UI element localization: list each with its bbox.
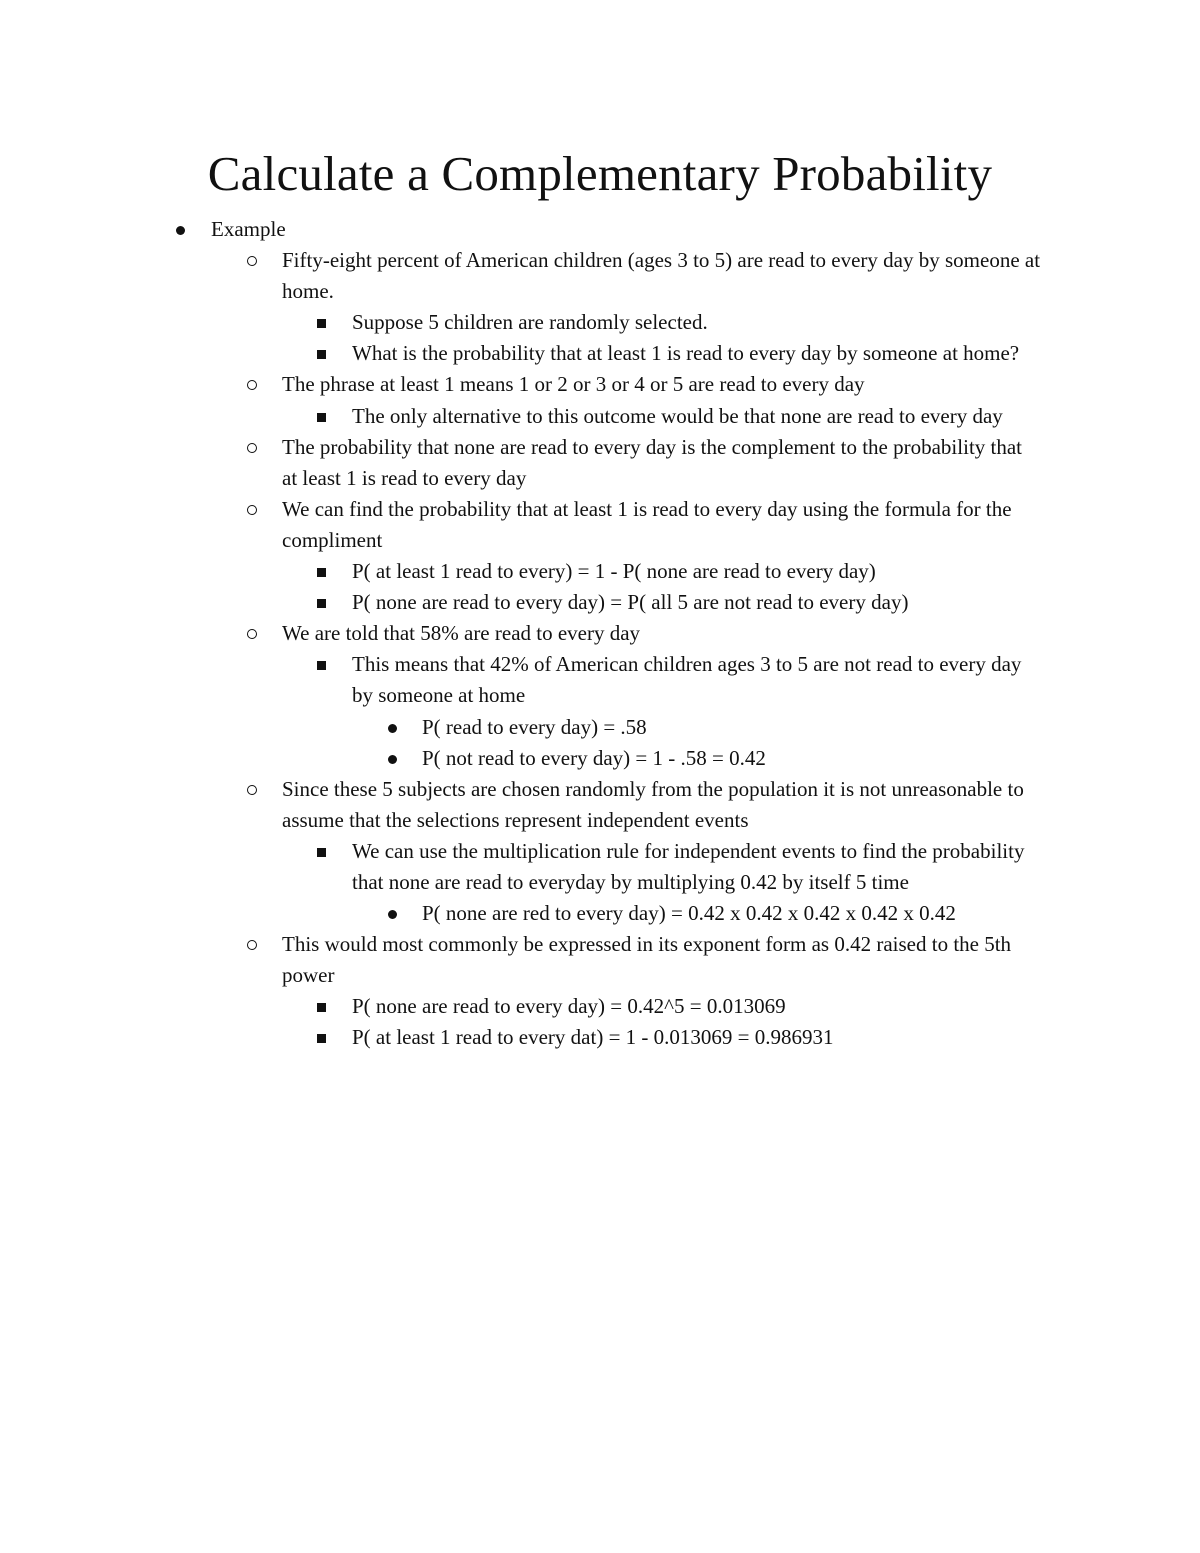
list-item-text: P( none are red to every day) = 0.42 x 0.42 x 0.42 x 0.42 x 0.42 <box>422 901 956 926</box>
bullet-square-icon <box>317 599 326 608</box>
list-item-text: Since these 5 subjects are chosen randomly from the population it is not unreasonable to assume that the selections represent independent events <box>282 776 1024 832</box>
list-item-text: The phrase at least 1 means 1 or 2 or 3 or 4 or 5 are read to every day <box>282 372 865 397</box>
list-item-text: P( none are read to every day) = 0.42^5 = 0.013069 <box>352 994 786 1019</box>
list-item <box>0 836 1047 898</box>
list-item <box>0 214 1041 245</box>
bullet-circle-icon <box>247 629 257 639</box>
bullet-disc-icon <box>388 724 397 733</box>
bullet-circle-icon <box>247 505 257 515</box>
bullet-square-icon <box>317 319 326 328</box>
list-item <box>0 307 1047 338</box>
list-item <box>0 1022 1047 1053</box>
bullet-square-icon <box>317 350 326 359</box>
bullet-disc-icon <box>388 910 397 919</box>
list-item-text: We can find the probability that at least 1 is read to every day using the formula for the compliment <box>282 496 1012 552</box>
bullet-circle-icon <box>247 256 257 266</box>
list-item-text: P( at least 1 read to every) = 1 - P( none are read to every day) <box>352 559 876 584</box>
list-item-text: P( none are read to every day) = P( all 5 are not read to every day) <box>352 590 909 615</box>
list-item-text: This means that 42% of American children ages 3 to 5 are not read to every day by someone at home <box>352 652 1022 708</box>
bullet-square-icon <box>317 568 326 577</box>
list-item <box>0 401 1047 432</box>
bullet-circle-icon <box>247 443 257 453</box>
bullet-disc-icon <box>176 226 185 235</box>
list-item <box>0 587 1047 618</box>
list-item-text: Suppose 5 children are randomly selected. <box>352 310 708 335</box>
list-item <box>0 494 1042 556</box>
list-item-text: We can use the multiplication rule for independent events to find the probability that none are read to everyday by multiplying 0.42 by itself 5 time <box>352 838 1025 894</box>
bullet-circle-icon <box>247 380 257 390</box>
list-item <box>0 245 1042 307</box>
list-item-text: Fifty-eight percent of American children (ages 3 to 5) are read to every day by someone at home. <box>282 248 1041 304</box>
list-item-text: The probability that none are read to every day is the complement to the probability that at least 1 is read to every day <box>282 434 1023 490</box>
list-item-text: This would most commonly be expressed in its exponent form as 0.42 raised to the 5th power <box>282 932 1012 988</box>
bullet-circle-icon <box>247 940 257 950</box>
bullet-square-icon <box>317 413 326 422</box>
list-item <box>0 991 1047 1022</box>
list-item-text: Example <box>211 217 286 241</box>
bullet-square-icon <box>317 1003 326 1012</box>
bullet-square-icon <box>317 848 326 857</box>
list-item <box>0 929 1042 991</box>
list-item-text: P( at least 1 read to every dat) = 1 - 0.013069 = 0.986931 <box>352 1025 834 1050</box>
list-item-text: What is the probability that at least 1 is read to every day by someone at home? <box>352 341 1020 366</box>
list-item <box>0 369 1042 400</box>
list-item <box>0 432 1042 494</box>
list-item-text: We are told that 58% are read to every day <box>282 621 641 646</box>
page-title: Calculate a Complementary Probability <box>207 146 993 201</box>
list-item <box>0 743 1047 774</box>
list-item <box>0 649 1047 711</box>
list-item <box>0 338 1047 369</box>
list-item <box>0 774 1042 836</box>
list-item <box>0 556 1047 587</box>
list-item-text: P( read to every day) = .58 <box>422 714 647 739</box>
list-item-text: The only alternative to this outcome would be that none are read to every day <box>352 403 1003 428</box>
bullet-square-icon <box>317 1034 326 1043</box>
list-item <box>0 898 1047 929</box>
list-item <box>0 618 1042 649</box>
bullet-square-icon <box>317 661 326 670</box>
list-item-text: P( not read to every day) = 1 - .58 = 0.42 <box>422 745 766 770</box>
bullet-list <box>0 214 1200 1054</box>
bullet-circle-icon <box>247 785 257 795</box>
list-item <box>0 712 1047 743</box>
bullet-disc-icon <box>388 755 397 764</box>
